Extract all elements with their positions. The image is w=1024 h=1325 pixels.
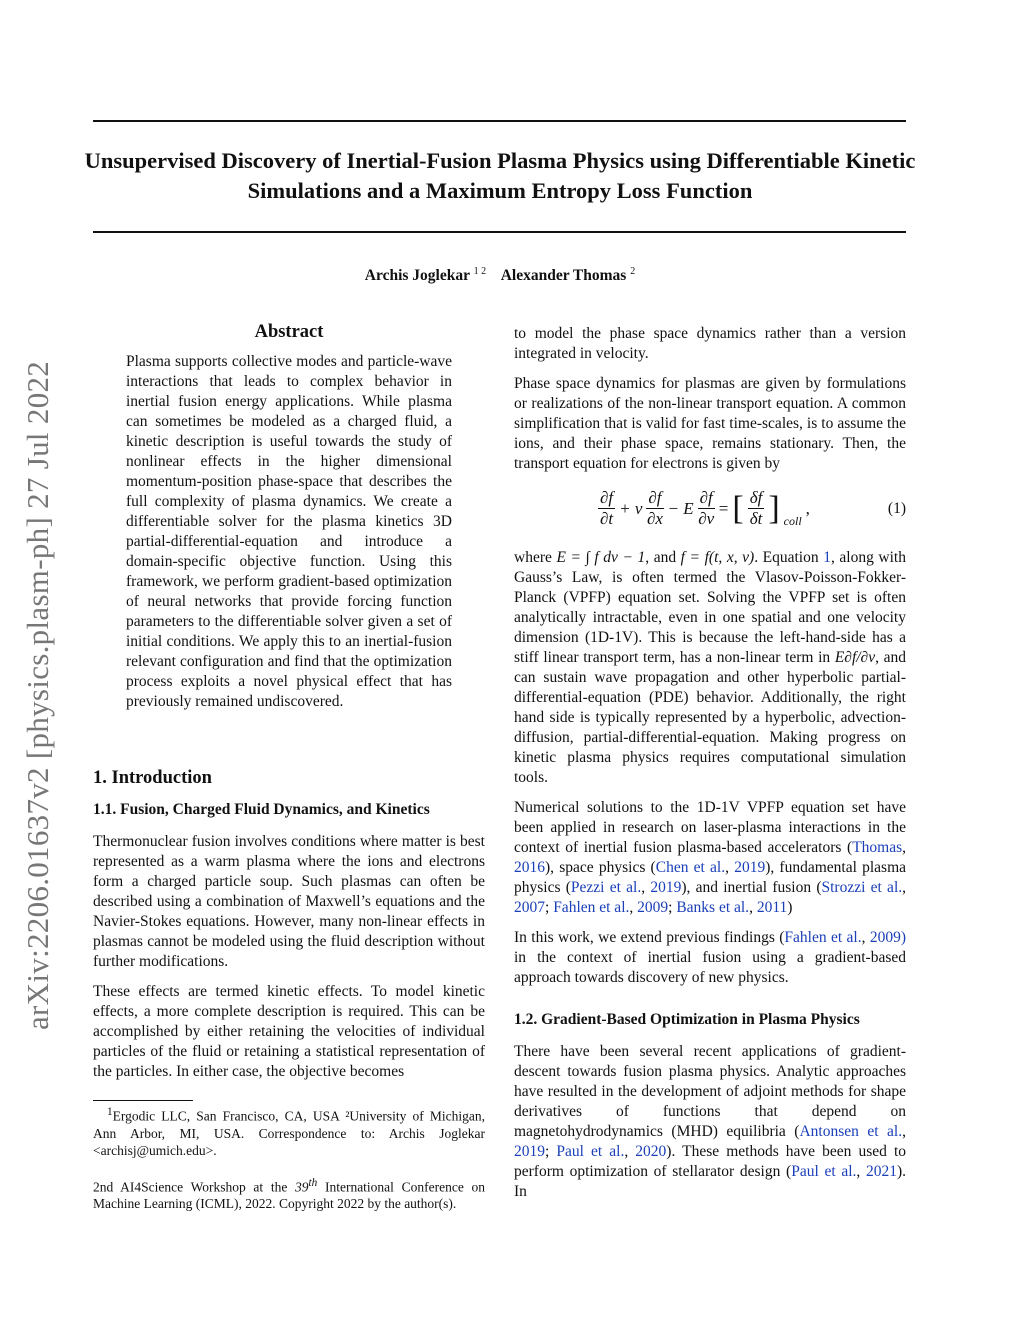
footnote-rule — [93, 1100, 193, 1101]
citation-link[interactable]: 2021 — [865, 1163, 897, 1180]
subsection-heading: 1.2. Gradient-Based Optimization in Plasma Physics — [514, 1011, 860, 1028]
citation-link[interactable]: Paul et al. — [556, 1143, 625, 1160]
venue-number: 39 — [295, 1179, 309, 1194]
citation-link[interactable]: Chen et al. — [655, 859, 726, 876]
author-affiliation: 1 2 — [473, 266, 487, 277]
text-run: , — [902, 879, 906, 896]
equation-number: (1) — [887, 500, 906, 517]
eq-den: ∂x — [646, 509, 663, 528]
paragraph — [514, 324, 906, 364]
equation-body: $\frac{\partial f}{\partial t}$ + v $\frac{\partial f}{\partial x}$ − E $\frac{\partial f}{\partial v}$ = [ $\frac{\delta f}{\delta t}$ ] $_{coll}$ , — [600, 488, 810, 528]
citation-link[interactable]: 2007 — [514, 899, 545, 916]
abstract-heading: Abstract — [254, 322, 324, 342]
citation-link[interactable]: 2019 — [650, 879, 682, 896]
text-run: ; — [545, 1143, 557, 1160]
right-paragraphs-top2 — [514, 374, 906, 474]
eq-num: ∂f — [648, 488, 662, 507]
citation-link[interactable]: 2009 — [637, 899, 669, 916]
eq-term: + v — [619, 498, 643, 518]
affiliation-text: Ergodic LLC, San Francisco, CA, USA ²University of Michigan, Ann Arbor, MI, USA. Correspondence to: Archis Joglekar <archisj@umich.edu>. — [93, 1108, 485, 1158]
text-run: , — [725, 859, 735, 876]
venue-text: 2nd AI4Science Workshop at the — [93, 1179, 296, 1194]
eq-num: δf — [749, 488, 763, 507]
text-run: , — [749, 899, 757, 916]
text-run: , — [856, 1163, 866, 1180]
eq-subscript: coll — [783, 514, 802, 528]
text-run: , — [641, 879, 651, 896]
footnotes — [93, 1100, 485, 1212]
right-paragraphs — [514, 548, 906, 988]
title-rule-top — [93, 120, 906, 122]
paragraph — [514, 374, 906, 474]
eq-den: ∂v — [698, 509, 715, 528]
paragraph — [514, 548, 906, 788]
citation-link[interactable]: 2019 — [514, 1143, 545, 1160]
text-run: ), and inertial fusion ( — [681, 879, 822, 896]
text-run: Phase space dynamics for plasmas are given by formulations or realizations of the non-linear transport equation. A common simplification that is valid for fast time-scales, is to assume the ions, and their phase space, remains stationary. Then, the transport equation for electrons is given by — [514, 375, 906, 472]
footnote-mark: 1 — [107, 1106, 113, 1118]
venue-sup: th — [308, 1176, 318, 1189]
eq-equals: = — [718, 498, 729, 518]
paragraph — [514, 928, 906, 988]
eq-term: − E — [667, 498, 694, 518]
author-name: Alexander Thomas — [500, 267, 627, 285]
citation-link[interactable]: Paul et al. — [791, 1163, 857, 1180]
subsection-heading: 1.1. Fusion, Charged Fluid Dynamics, and Kinetics — [93, 801, 430, 818]
text-run: . Equation — [754, 549, 824, 566]
citation-link[interactable]: Banks et al. — [676, 899, 750, 916]
abstract-body — [126, 352, 452, 722]
citation-link[interactable]: Strozzi et al. — [821, 879, 903, 896]
text-run: , — [624, 1143, 636, 1160]
author-affiliation: 2 — [630, 266, 636, 277]
text-run: ), space physics ( — [545, 859, 656, 876]
right-column-body — [514, 548, 906, 1212]
right-column-top — [514, 324, 906, 484]
text-run: ). These methods have been used to perform optimization of stellarator design ( — [514, 1143, 907, 1180]
arxiv-identifier: arXiv:2206.01637v2 [physics.plasm-ph] 27 Jul 2022 — [20, 360, 55, 1030]
inline-math: E = ∫ f dv − 1 — [556, 549, 646, 566]
citation-link[interactable]: 1 — [823, 549, 831, 566]
author-name: Archis Joglekar — [364, 267, 470, 285]
text-run: in the context of inertial fusion using a gradient-based approach towards discovery of new physics. — [514, 949, 906, 986]
equation-1 — [514, 488, 906, 536]
venue-footnote — [93, 1175, 485, 1213]
paragraph — [514, 798, 906, 918]
citation-link[interactable]: 2011 — [756, 899, 788, 916]
text-run: In this work, we extend previous findings ( — [514, 929, 785, 946]
text-run: ) — [787, 899, 793, 916]
text-run: , — [629, 899, 638, 916]
citation-link[interactable]: Antonsen et al. — [799, 1123, 903, 1140]
text-run: , along with Gauss’s Law, is often termed the Vlasov-Poisson-Fokker-Planck (VPFP) equation set. Solving the VPFP set is often analytically intractable, even in one spatial and one velocity dimension (1D-1V). This is because the left-hand-side has a stiff linear transport term, has a non-linear term in — [514, 549, 906, 666]
text-run: , and — [645, 549, 681, 566]
paragraph — [514, 1042, 906, 1202]
text-run: These effects are termed kinetic effects. To model kinetic effects, a more complete description is required. This can be accomplished by either retaining the velocities of individual particles of the fluid or retaining a statistical representation of the particles. In either case, the objective becomes — [93, 983, 485, 1080]
citation-link[interactable]: 2019 — [734, 859, 766, 876]
text-run: ), fundamental plasma physics ( — [514, 859, 907, 896]
affiliation-footnote — [93, 1104, 485, 1159]
text-run: Thermonuclear fusion involves conditions where matter is best represented as a warm plasma where the ions and electrons form a charged particle soup. Such plasmas can often be described using a combination of Maxwell’s equations and the Navier-Stokes equations. However, many non-linear effects in plasmas cannot be modeled using the fluid description without further modifications. — [93, 833, 485, 970]
eq-bracket: [ — [732, 489, 744, 527]
text-run: Numerical solutions to the 1D-1V VPFP equation set have been applied in research on laser-plasma interactions in the context of inertial fusion plasma-based accelerators ( — [514, 799, 906, 856]
inline-math: E∂f/∂v — [834, 649, 876, 666]
left-paragraphs — [93, 832, 485, 1082]
right-paragraphs-2 — [514, 1042, 906, 1202]
text-run: , and can sustain wave propagation and other hyperbolic partial-differential-equation (PDE) behavior. Additionally, the right hand side is typically represented by a hyperbolic, advection-diffusion, partial-differential-equation. Making progress on kinetic plasma physics requires computational simulation tools. — [514, 649, 906, 786]
inline-math: f = f(t, x, v) — [680, 549, 755, 566]
text-run: , — [861, 929, 870, 946]
citation-link[interactable]: Fahlen et al. — [784, 929, 862, 946]
text-run: , — [902, 1123, 906, 1140]
citation-link[interactable]: 2016 — [514, 859, 545, 876]
venue-text: International Conference on Machine Learning (ICML), 2022. Copyright 2022 by the author(s). — [93, 1179, 485, 1211]
text-run: where — [514, 549, 557, 566]
author-list — [0, 266, 1000, 285]
text-run: There have been several recent applications of gradient-descent towards fusion plasma physics. Analytic approaches have resulted in the development of adjoint methods for shape derivatives of functions that depend on magnetohydrodynamics (MHD) equilibria ( — [514, 1043, 906, 1140]
eq-den: ∂t — [600, 509, 614, 528]
citation-link[interactable]: Fahlen et al. — [553, 899, 630, 916]
citation-link[interactable]: Pezzi et al. — [570, 879, 642, 896]
paragraph — [93, 832, 485, 972]
abstract-text: Plasma supports collective modes and particle-wave interactions that leads to complex behavior in inertial fusion energy applications. While plasma can sometimes be modeled as a charged fluid, a kinetic description is useful towards the study of nonlinear effects in the higher dimensional momentum-position phase-space that describes the full complexity of plasma dynamics. We create a differentiable solver for the plasma kinetics 3D partial-differential-equation and introduce a domain-specific objective function. Using this framework, we perform gradient-based optimization of neural networks that provide forcing function parameters to the differentiable solver given a set of initial conditions. We apply this to an inertial-fusion relevant configuration and find that the optimization process exploits a novel physical effect that has previously remained undiscovered. — [126, 353, 452, 710]
citation-link[interactable]: 2009) — [869, 929, 906, 946]
citation-link[interactable]: 2020 — [635, 1143, 667, 1160]
section-heading: 1. Introduction — [93, 768, 212, 788]
text-run: to model the phase space dynamics rather than a version integrated in velocity. — [514, 325, 906, 362]
text-run: ). In — [514, 1163, 907, 1200]
title-rule-bottom — [93, 231, 906, 233]
paragraph — [93, 982, 485, 1082]
eq-num: ∂f — [600, 488, 614, 507]
right-paragraphs-top — [514, 324, 906, 364]
paper-title: Unsupervised Discovery of Inertial-Fusion Plasma Physics using Differentiable Kinetic Simulations and a Maximum Entropy Loss Function — [84, 148, 916, 203]
text-run: , — [902, 839, 906, 856]
eq-num: ∂f — [699, 488, 713, 507]
text-run: ; — [668, 899, 677, 916]
left-column — [93, 768, 485, 1092]
eq-den: δt — [749, 509, 763, 528]
eq-bracket: ] — [768, 489, 780, 527]
citation-link[interactable]: Thomas — [852, 839, 903, 856]
text-run: ; — [545, 899, 554, 916]
